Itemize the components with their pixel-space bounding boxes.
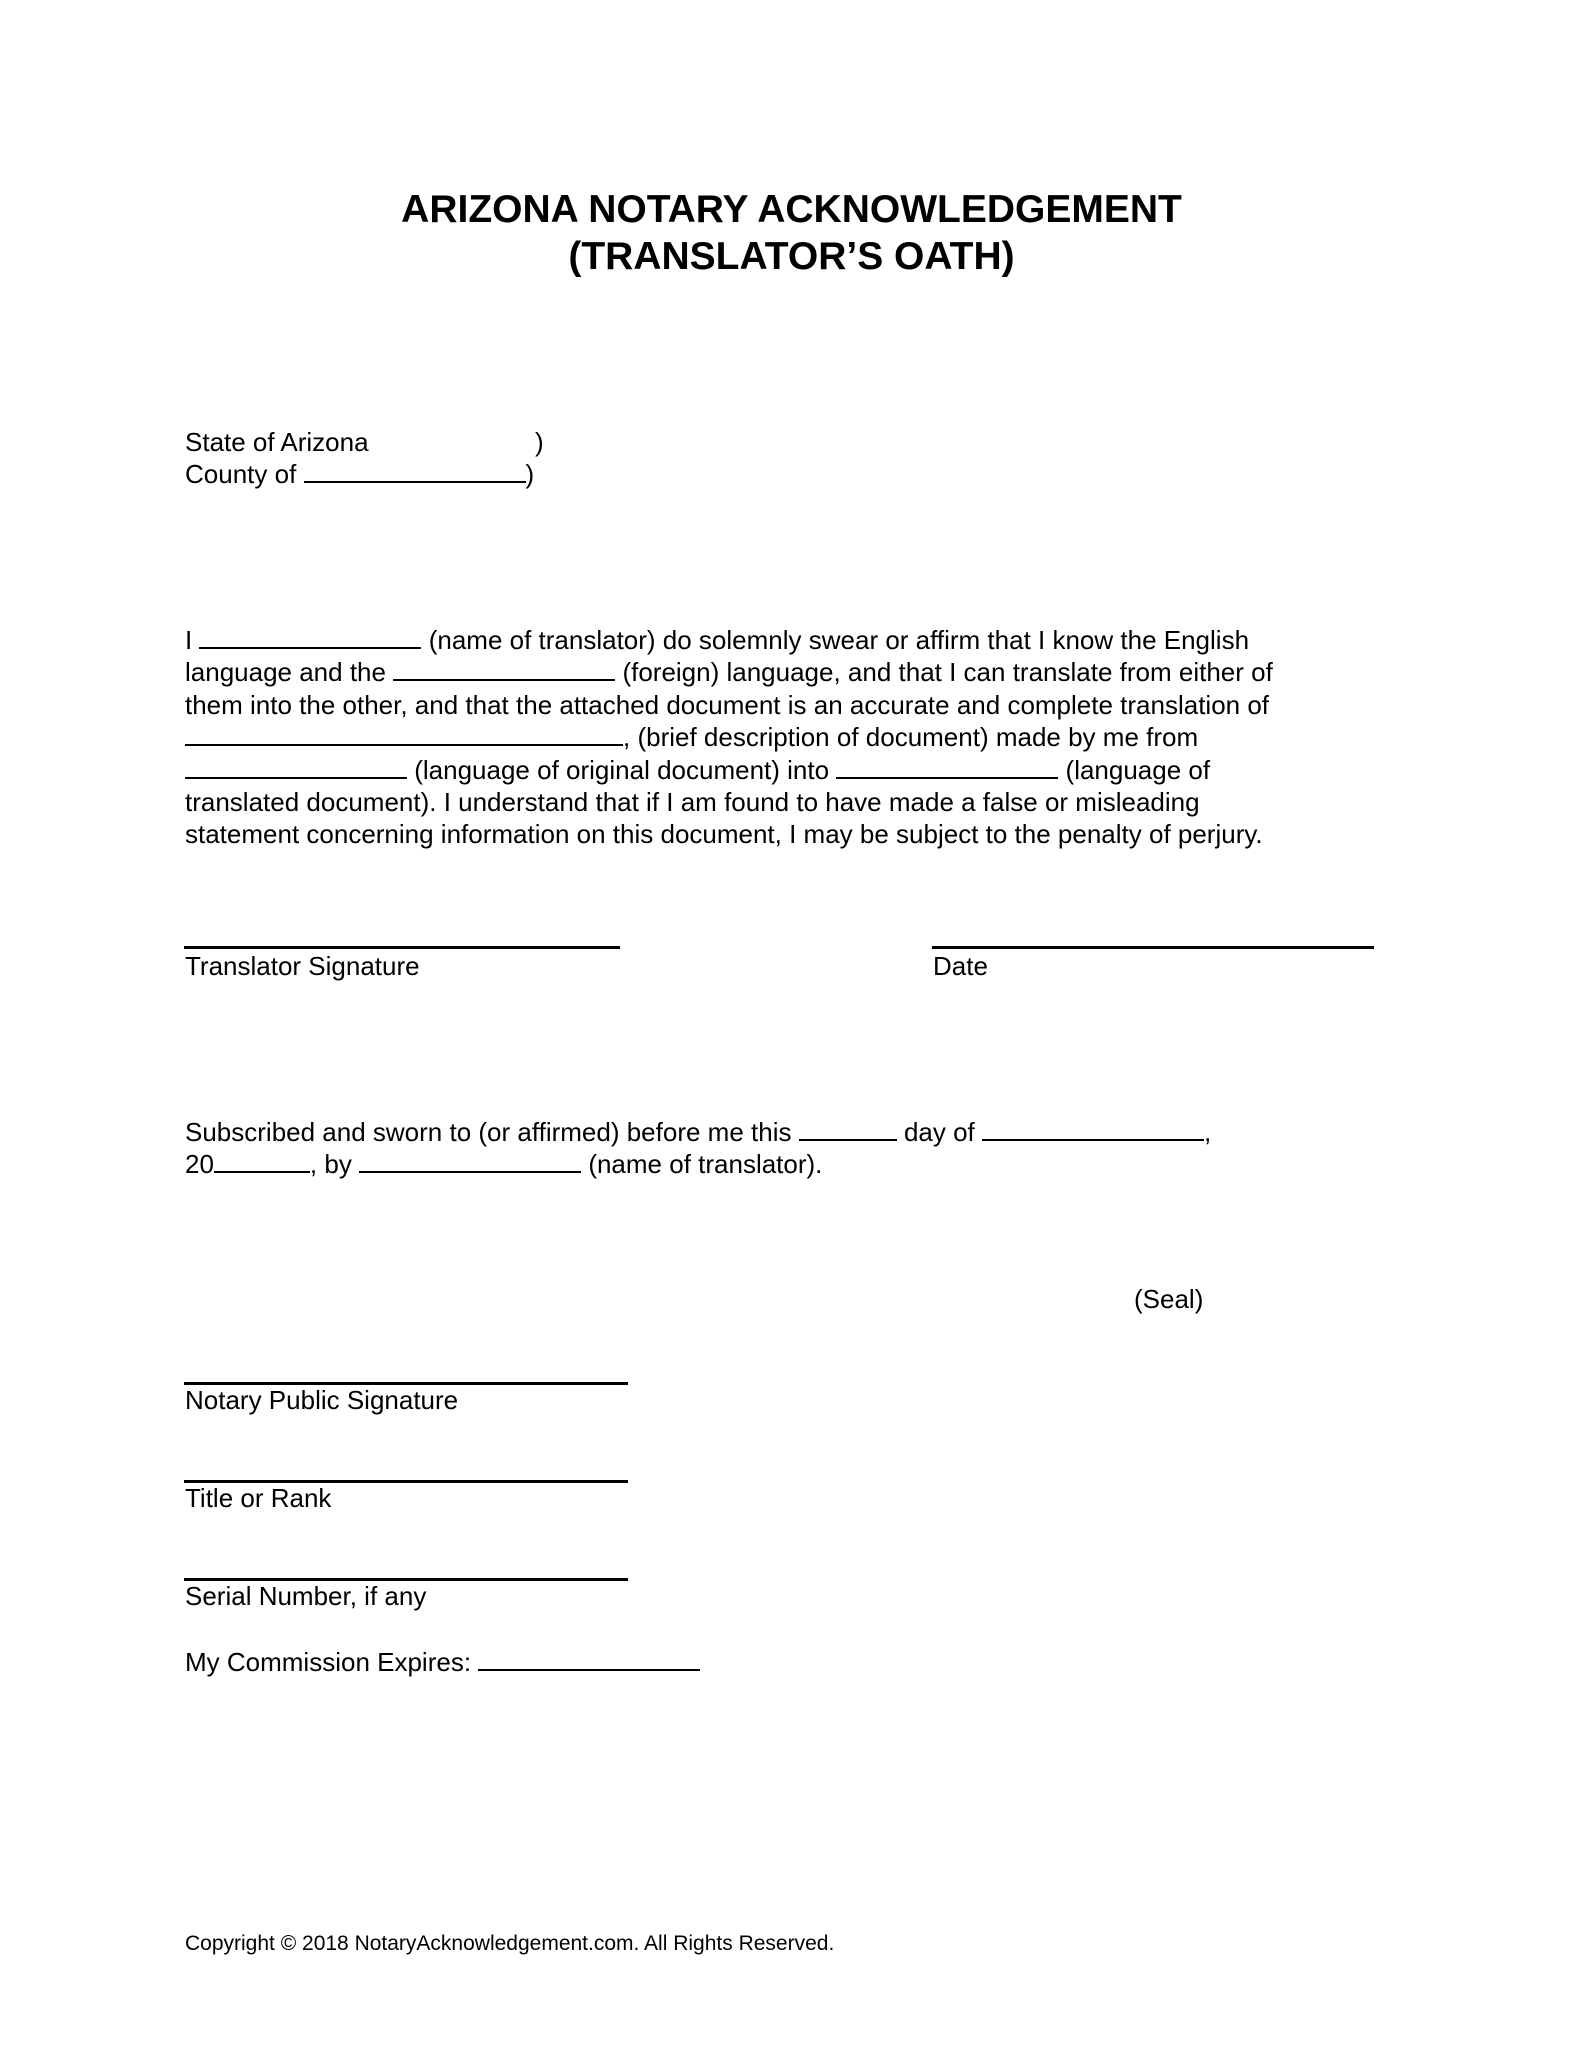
translator-name-field[interactable] (199, 624, 421, 649)
jurat-text: , by (309, 1149, 352, 1179)
month-field[interactable] (982, 1116, 1204, 1141)
commission-label: My Commission Expires: (185, 1647, 472, 1677)
translator-signature-label: Translator Signature (185, 951, 420, 981)
seal-label: (Seal) (1134, 1284, 1204, 1314)
jurat-text: day of (903, 1117, 975, 1147)
county-label: County of (185, 459, 297, 489)
jurat-line-2 (185, 1148, 822, 1181)
date-label: Date (933, 951, 988, 981)
oath-text: language and the (185, 657, 386, 687)
oath-text: (foreign) language, and that I can translate from either of (622, 657, 1273, 687)
jurat-text: 20 (185, 1149, 214, 1179)
document-title-line2: (TRANSLATOR’S OATH) (568, 235, 1015, 278)
county-line (185, 458, 534, 491)
notary-signature-label: Notary Public Signature (185, 1385, 459, 1415)
day-field[interactable] (799, 1116, 897, 1141)
translator-signature-line[interactable] (184, 946, 620, 949)
state-label: State of Arizona (185, 427, 369, 457)
jurat-text: , (1204, 1117, 1212, 1147)
commission-line (185, 1646, 700, 1679)
oath-line-3: them into the other, and that the attached document is an accurate and complete translation of (185, 690, 1270, 720)
jurat-text: (name of translator). (588, 1149, 823, 1179)
oath-text: , (brief description of document) made by me from (623, 722, 1199, 752)
oath-line-7: statement concerning information on this document, I may be subject to the penalty of perjury. (185, 819, 1263, 849)
copyright-footer: Copyright © 2018 NotaryAcknowledgement.com. All Rights Reserved. (185, 1932, 835, 1955)
oath-line-1 (185, 624, 1249, 657)
jurat-line-1 (185, 1116, 1211, 1149)
venue-paren-2: ) (525, 459, 535, 489)
date-line[interactable] (932, 946, 1374, 949)
original-language-field[interactable] (185, 754, 407, 779)
year-field[interactable] (214, 1148, 310, 1173)
oath-text: (name of translator) do solemnly swear or affirm that I know the English (428, 625, 1250, 655)
foreign-language-field[interactable] (393, 656, 615, 681)
oath-line-4 (185, 721, 1198, 754)
document-title-line1: ARIZONA NOTARY ACKNOWLEDGEMENT (401, 188, 1182, 231)
title-rank-label: Title or Rank (185, 1483, 332, 1513)
oath-line-5 (185, 754, 1210, 787)
translated-language-field[interactable] (836, 754, 1058, 779)
oath-text: (language of original document) into (414, 755, 830, 785)
jurat-text: Subscribed and sworn to (or affirmed) before me this (185, 1117, 792, 1147)
oath-text: (language of (1065, 755, 1211, 785)
jurat-translator-name-field[interactable] (359, 1148, 581, 1173)
oath-line-6: translated document). I understand that if I am found to have made a false or misleading (185, 787, 1200, 817)
oath-line-2 (185, 656, 1273, 689)
venue-paren: ) (535, 427, 544, 457)
document-description-field[interactable] (185, 721, 623, 746)
oath-text: I (185, 625, 193, 655)
serial-number-label: Serial Number, if any (185, 1581, 427, 1611)
commission-expires-field[interactable] (478, 1646, 700, 1671)
county-field[interactable] (304, 458, 526, 483)
